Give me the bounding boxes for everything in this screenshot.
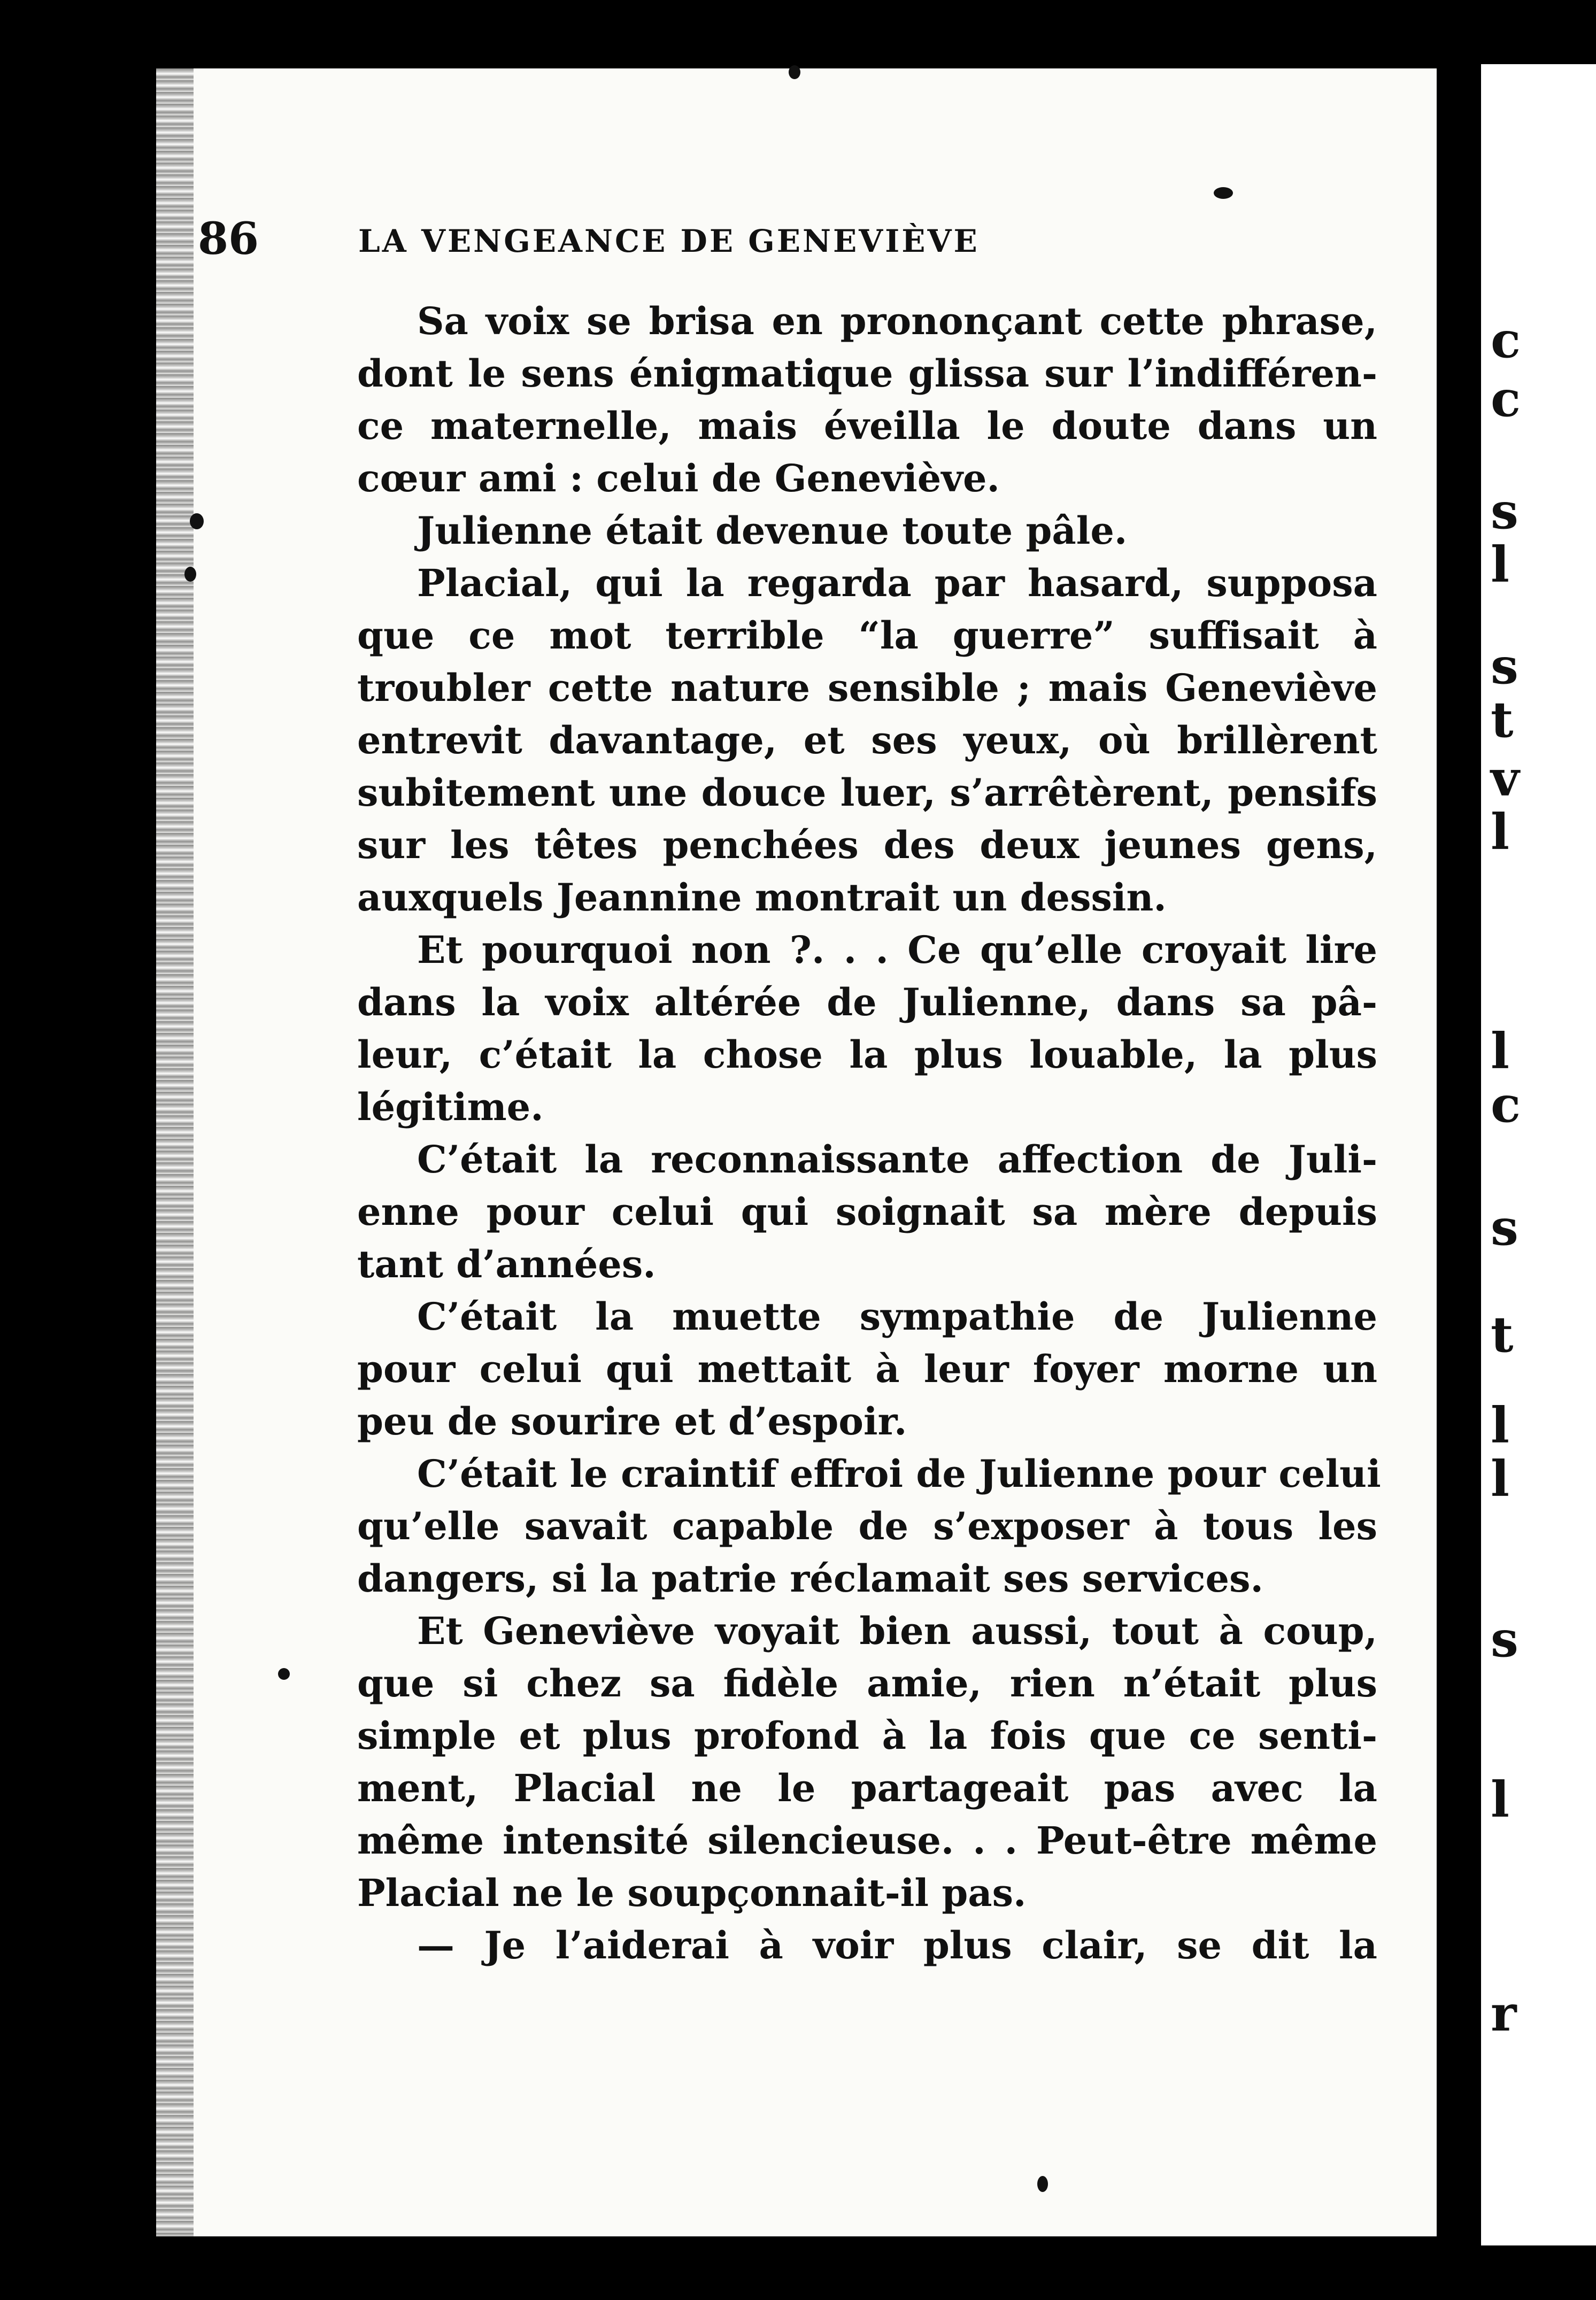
adjacent-glyph: s xyxy=(1491,482,1518,540)
text-line: Placial, qui la regarda par hasard, supposa xyxy=(417,561,1377,605)
text-line: troubler cette nature sensible ; mais Geneviève xyxy=(357,666,1377,710)
text-line: Sa voix se brisa en prononçant cette phrase, xyxy=(417,299,1377,343)
text-line: que ce mot terrible “la guerre” suffisait à xyxy=(357,613,1377,658)
adjacent-glyph: c xyxy=(1491,370,1521,428)
text-line: pour celui qui mettait à leur foyer morne un xyxy=(357,1347,1377,1391)
running-title: LA VENGEANCE DE GENEVIÈVE xyxy=(358,223,980,259)
text-line: dont le sens énigmatique glissa sur l’indifféren- xyxy=(357,351,1377,396)
text-line: ment, Placial ne le partageait pas avec la xyxy=(357,1766,1377,1810)
adjacent-page-edge xyxy=(1481,64,1596,2245)
text-line: dangers, si la patrie réclamait ses services. xyxy=(357,1556,1263,1601)
text-line: C’était la reconnaissante affection de Juli- xyxy=(417,1137,1377,1182)
text-line: cœur ami : celui de Geneviève. xyxy=(357,456,1000,500)
text-line: — Je l’aiderai à voir plus clair, se dit la xyxy=(417,1923,1377,1967)
adjacent-glyph: t xyxy=(1491,691,1514,748)
text-line: Placial ne le soupçonnait-il pas. xyxy=(357,1871,1027,1915)
adjacent-glyph: l xyxy=(1491,1771,1509,1828)
adjacent-glyph: v xyxy=(1491,750,1520,807)
text-line: entrevit davantage, et ses yeux, où brillèrent xyxy=(357,718,1377,762)
text-line: tant d’années. xyxy=(357,1242,656,1286)
adjacent-glyph: r xyxy=(1491,1985,1517,2042)
adjacent-glyph: l xyxy=(1491,536,1509,593)
text-line: sur les têtes penchées des deux jeunes gens, xyxy=(357,823,1377,867)
text-line: ce maternelle, mais éveilla le doute dans un xyxy=(357,404,1377,448)
adjacent-glyph: c xyxy=(1491,1076,1521,1133)
adjacent-glyph: s xyxy=(1491,1610,1518,1668)
adjacent-page-glyphs xyxy=(1491,64,1596,2245)
text-line: subitement une douce luer, s’arrêtèrent, pensifs xyxy=(357,770,1377,815)
ink-speck xyxy=(1214,187,1233,199)
text-line: Et pourquoi non ?. . . Ce qu’elle croyait lire xyxy=(417,928,1377,972)
adjacent-glyph: s xyxy=(1491,1199,1518,1256)
text-line: enne pour celui qui soignait sa mère depuis xyxy=(357,1190,1377,1234)
ink-speck xyxy=(278,1668,290,1680)
adjacent-glyph: s xyxy=(1491,637,1518,695)
adjacent-glyph: l xyxy=(1491,1022,1509,1080)
ink-speck xyxy=(789,65,800,79)
page-header xyxy=(198,210,1219,268)
ink-speck xyxy=(1037,2176,1048,2192)
text-line: simple et plus profond à la fois que ce senti- xyxy=(357,1714,1377,1758)
text-line: Julienne était devenue toute pâle. xyxy=(417,508,1128,553)
body-text xyxy=(357,295,1381,1972)
page-binding-edge xyxy=(156,68,194,2236)
text-line: dans la voix altérée de Julienne, dans sa pâ- xyxy=(357,980,1377,1024)
text-line: même intensité silencieuse. . . Peut-être même xyxy=(357,1818,1377,1863)
text-line: qu’elle savait capable de s’exposer à tous les xyxy=(357,1504,1377,1548)
adjacent-glyph: t xyxy=(1491,1306,1514,1363)
adjacent-glyph: l xyxy=(1491,803,1509,861)
text-line: peu de sourire et d’espoir. xyxy=(357,1399,907,1444)
ink-speck xyxy=(184,567,196,582)
ink-speck xyxy=(190,513,204,529)
text-line: légitime. xyxy=(357,1085,544,1129)
text-line: Et Geneviève voyait bien aussi, tout à coup, xyxy=(417,1609,1377,1653)
text-line: que si chez sa fidèle amie, rien n’était plus xyxy=(357,1661,1377,1705)
text-line: leur, c’était la chose la plus louable, la plus xyxy=(357,1032,1377,1077)
text-line: auxquels Jeannine montrait un dessin. xyxy=(357,875,1167,920)
adjacent-glyph: l xyxy=(1491,1450,1509,1508)
page-number: 86 xyxy=(198,213,259,265)
adjacent-glyph: l xyxy=(1491,1396,1509,1454)
text-line: C’était le craintif effroi de Julienne pour celui xyxy=(417,1452,1381,1496)
text-line: C’était la muette sympathie de Julienne xyxy=(417,1294,1377,1339)
adjacent-glyph: c xyxy=(1491,311,1521,369)
